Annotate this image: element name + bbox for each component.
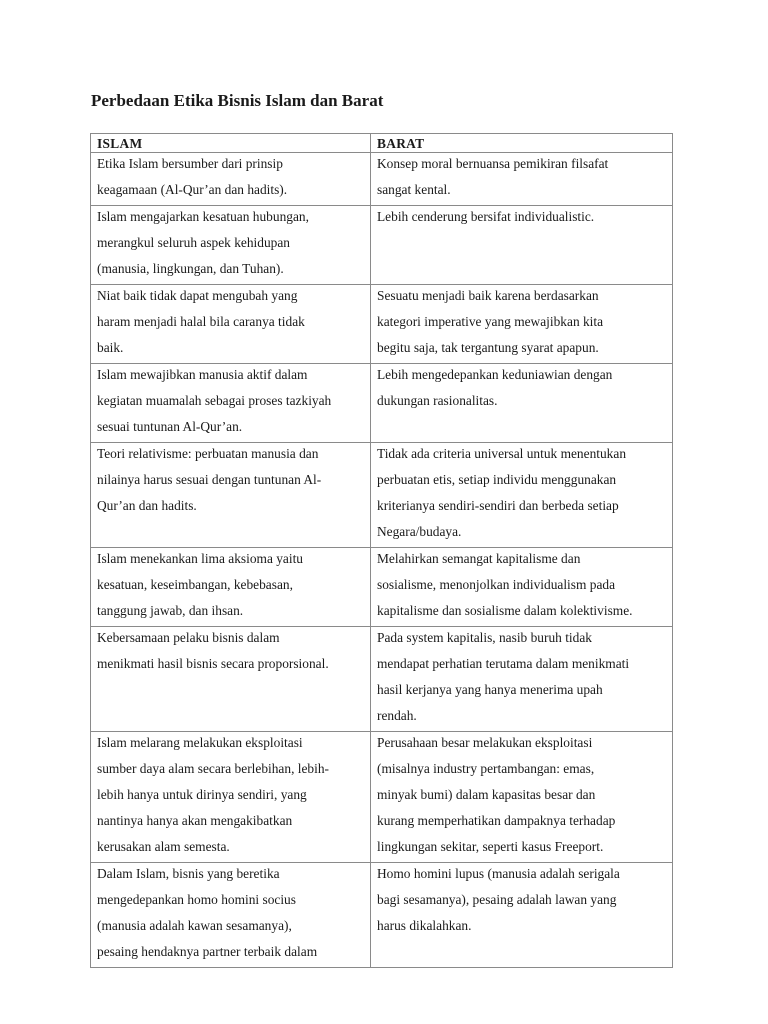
cell-text-line: dukungan rasionalitas.	[377, 393, 498, 408]
cell-text-line: Tidak ada criteria universal untuk menentukan	[377, 446, 627, 461]
cell-text-line: sesuai tuntunan Al-Qur’an.	[97, 419, 243, 434]
cell-text-line: nilainya harus sesuai dengan tuntunan Al-	[97, 472, 322, 487]
cell-text-line: Perusahaan besar melakukan eksploitasi	[377, 735, 593, 750]
table-cell-barat	[371, 364, 673, 443]
cell-text-line: kegiatan muamalah sebagai proses tazkiyah	[97, 393, 332, 408]
cell-text-line: hasil kerjanya yang hanya menerima upah	[377, 682, 603, 697]
cell-text-line: kerusakan alam semesta.	[97, 839, 230, 854]
cell-text-line: Islam menekankan lima aksioma yaitu	[97, 551, 304, 566]
table-cell-islam	[91, 732, 371, 863]
cell-text-line: menikmati hasil bisnis secara proporsional.	[97, 656, 329, 671]
table-header-row	[91, 134, 673, 153]
cell-text-line: (misalnya industry pertambangan: emas,	[377, 761, 595, 776]
table-row	[91, 627, 673, 732]
comparison-table	[90, 133, 673, 968]
cell-text-line: merangkul seluruh aspek kehidupan	[97, 235, 290, 250]
cell-text-line: Konsep moral bernuansa pemikiran filsafat	[377, 156, 609, 171]
document-title: Perbedaan Etika Bisnis Islam dan Barat	[91, 91, 384, 110]
table-row	[91, 863, 673, 968]
cell-text-line: Islam mewajibkan manusia aktif dalam	[97, 367, 308, 382]
cell-text-line: Negara/budaya.	[377, 524, 462, 539]
table-row	[91, 364, 673, 443]
cell-text-line: kapitalisme dan sosialisme dalam kolektivisme.	[377, 603, 633, 618]
cell-text-line: Lebih cenderung bersifat individualistic.	[377, 209, 595, 224]
table-cell-barat	[371, 732, 673, 863]
cell-text-line: Etika Islam bersumber dari prinsip	[97, 156, 283, 171]
cell-text-line: sosialisme, menonjolkan individualism pada	[377, 577, 616, 592]
table-cell-barat	[371, 206, 673, 285]
cell-text-line: Lebih mengedepankan keduniawian dengan	[377, 367, 613, 382]
cell-text-line: harus dikalahkan.	[377, 918, 472, 933]
table-cell-islam	[91, 443, 371, 548]
table-cell-islam	[91, 285, 371, 364]
cell-text-line: kesatuan, keseimbangan, kebebasan,	[97, 577, 293, 592]
table-row	[91, 548, 673, 627]
cell-text-line: kategori imperative yang mewajibkan kita	[377, 314, 604, 329]
column-header-barat: BARAT	[371, 134, 673, 153]
cell-text-line: (manusia, lingkungan, dan Tuhan).	[97, 261, 284, 276]
cell-text-line: sangat kental.	[377, 182, 451, 197]
table-cell-islam	[91, 364, 371, 443]
table-row	[91, 206, 673, 285]
cell-text-line: (manusia adalah kawan sesamanya),	[97, 918, 292, 933]
cell-text-line: baik.	[97, 340, 124, 355]
cell-text-line: lebih hanya untuk dirinya sendiri, yang	[97, 787, 307, 802]
cell-text-line: mendapat perhatian terutama dalam menikmati	[377, 656, 630, 671]
cell-text-line: Pada system kapitalis, nasib buruh tidak	[377, 630, 592, 645]
cell-text-line: kurang memperhatikan dampaknya terhadap	[377, 813, 616, 828]
table-row	[91, 153, 673, 206]
cell-text-line: Qur’an dan hadits.	[97, 498, 197, 513]
cell-text-line: Sesuatu menjadi baik karena berdasarkan	[377, 288, 599, 303]
table-cell-islam	[91, 153, 371, 206]
cell-text-line: kriterianya sendiri-sendiri dan berbeda setiap	[377, 498, 619, 513]
table-cell-islam	[91, 863, 371, 968]
cell-text-line: lingkungan sekitar, seperti kasus Freeport.	[377, 839, 604, 854]
cell-text-line: sumber daya alam secara berlebihan, lebih-	[97, 761, 329, 776]
table-row	[91, 443, 673, 548]
column-header-islam: ISLAM	[91, 134, 371, 153]
table-body	[91, 153, 673, 968]
table-row	[91, 285, 673, 364]
cell-text-line: Dalam Islam, bisnis yang beretika	[97, 866, 280, 881]
table-cell-islam	[91, 627, 371, 732]
cell-text-line: pesaing hendaknya partner terbaik dalam	[97, 944, 318, 959]
table-cell-barat	[371, 627, 673, 732]
cell-text-line: bagi sesamanya), pesaing adalah lawan yang	[377, 892, 617, 907]
cell-text-line: haram menjadi halal bila caranya tidak	[97, 314, 305, 329]
table-cell-barat	[371, 443, 673, 548]
cell-text-line: Melahirkan semangat kapitalisme dan	[377, 551, 581, 566]
cell-text-line: mengedepankan homo homini socius	[97, 892, 296, 907]
cell-text-line: tanggung jawab, dan ihsan.	[97, 603, 244, 618]
cell-text-line: Teori relativisme: perbuatan manusia dan	[97, 446, 319, 461]
cell-text-line: Homo homini lupus (manusia adalah serigala	[377, 866, 620, 881]
table-cell-barat	[371, 285, 673, 364]
cell-text-line: Islam melarang melakukan eksploitasi	[97, 735, 303, 750]
table-row	[91, 732, 673, 863]
table-cell-islam	[91, 206, 371, 285]
cell-text-line: Niat baik tidak dapat mengubah yang	[97, 288, 298, 303]
cell-text-line: keagamaan (Al-Qur’an dan hadits).	[97, 182, 288, 197]
table-cell-islam	[91, 548, 371, 627]
cell-text-line: rendah.	[377, 708, 417, 723]
cell-text-line: Kebersamaan pelaku bisnis dalam	[97, 630, 280, 645]
table-cell-barat	[371, 153, 673, 206]
cell-text-line: minyak bumi) dalam kapasitas besar dan	[377, 787, 596, 802]
cell-text-line: begitu saja, tak tergantung syarat apapun.	[377, 340, 599, 355]
table-cell-barat	[371, 548, 673, 627]
cell-text-line: perbuatan etis, setiap individu menggunakan	[377, 472, 617, 487]
cell-text-line: nantinya hanya akan mengakibatkan	[97, 813, 293, 828]
cell-text-line: Islam mengajarkan kesatuan hubungan,	[97, 209, 309, 224]
table-cell-barat	[371, 863, 673, 968]
